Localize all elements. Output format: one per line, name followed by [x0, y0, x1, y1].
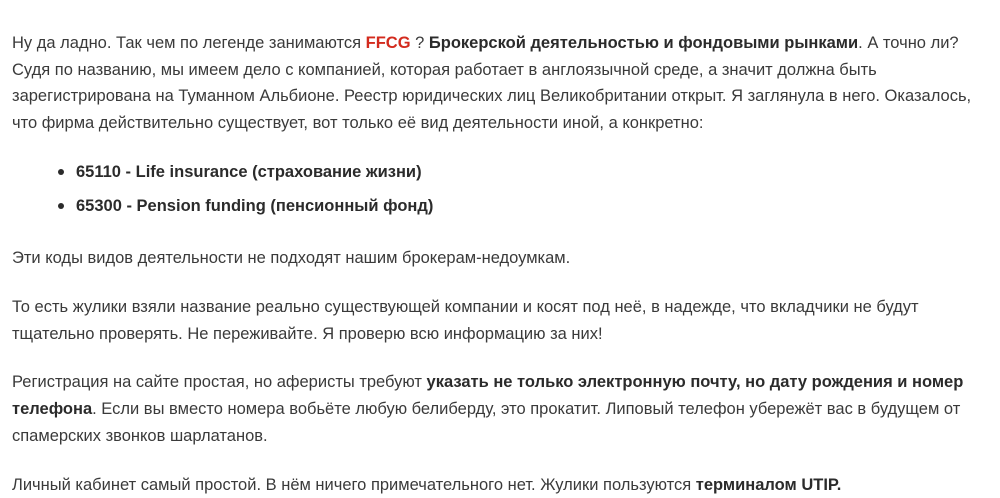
- paragraph-fraud-note-text-0: То есть жулики взяли название реально существующей компании и косят под неё, в надежде, что вкладчики не будут тщательно проверять. Не переживайте. Я проверю всю информацию за них!: [12, 298, 919, 343]
- paragraph-cabinet: [12, 472, 988, 498]
- paragraph-registration: [12, 369, 988, 449]
- paragraph-registration-emphasis-1: указать не только электронную почту, но дату рождения и номер телефона: [12, 373, 964, 419]
- paragraph-intro-emphasis-3: Брокерской деятельностью и фондовыми рынками: [428, 34, 859, 52]
- paragraph-intro-text-0: Ну да ладно. Так чем по легенде занимаются: [12, 34, 366, 52]
- paragraph-group-intro: [12, 30, 988, 137]
- paragraph-registration-text-0: Регистрация на сайте простая, но аферисты требуют: [12, 373, 427, 392]
- paragraph-group-rest: [12, 245, 988, 498]
- list-item: 65110 - Life insurance (страхование жизни): [76, 159, 988, 186]
- paragraph-codes-note-text-0: Эти коды видов деятельности не подходят нашим брокерам-недоумкам.: [12, 249, 571, 268]
- list-item: 65300 - Pension funding (пенсионный фонд): [76, 193, 988, 220]
- activity-code-list: [12, 159, 988, 219]
- paragraph-intro: [12, 30, 988, 137]
- paragraph-intro-accent-1: FFCG: [365, 34, 411, 52]
- paragraph-intro-text-2: ?: [410, 34, 429, 52]
- paragraph-cabinet-text-0: Личный кабинет самый простой. В нём ничего примечательного нет. Жулики пользуются: [12, 475, 696, 494]
- paragraph-fraud-note: [12, 294, 988, 347]
- paragraph-intro-text-4: . А точно ли? Судя по названию, мы имеем дело с компанией, которая работает в англоязычной среде, а значит должна быть зарегистрирована на Туманном Альбионе. Реестр юридических лиц Великобритании открыт. Я заглянула в него. Оказалось, что фирма действительно существует, вот только её вид деятельности иной, а конкретно:: [12, 34, 972, 133]
- paragraph-cabinet-emphasis-1: терминалом UTIP.: [695, 475, 842, 494]
- paragraph-registration-text-2: . Если вы вместо номера вобьёте любую белиберду, это прокатит. Липовый телефон убережёт вас в будущем от спамерских звонков шарлатанов.: [12, 400, 961, 445]
- paragraph-codes-note: [12, 245, 988, 272]
